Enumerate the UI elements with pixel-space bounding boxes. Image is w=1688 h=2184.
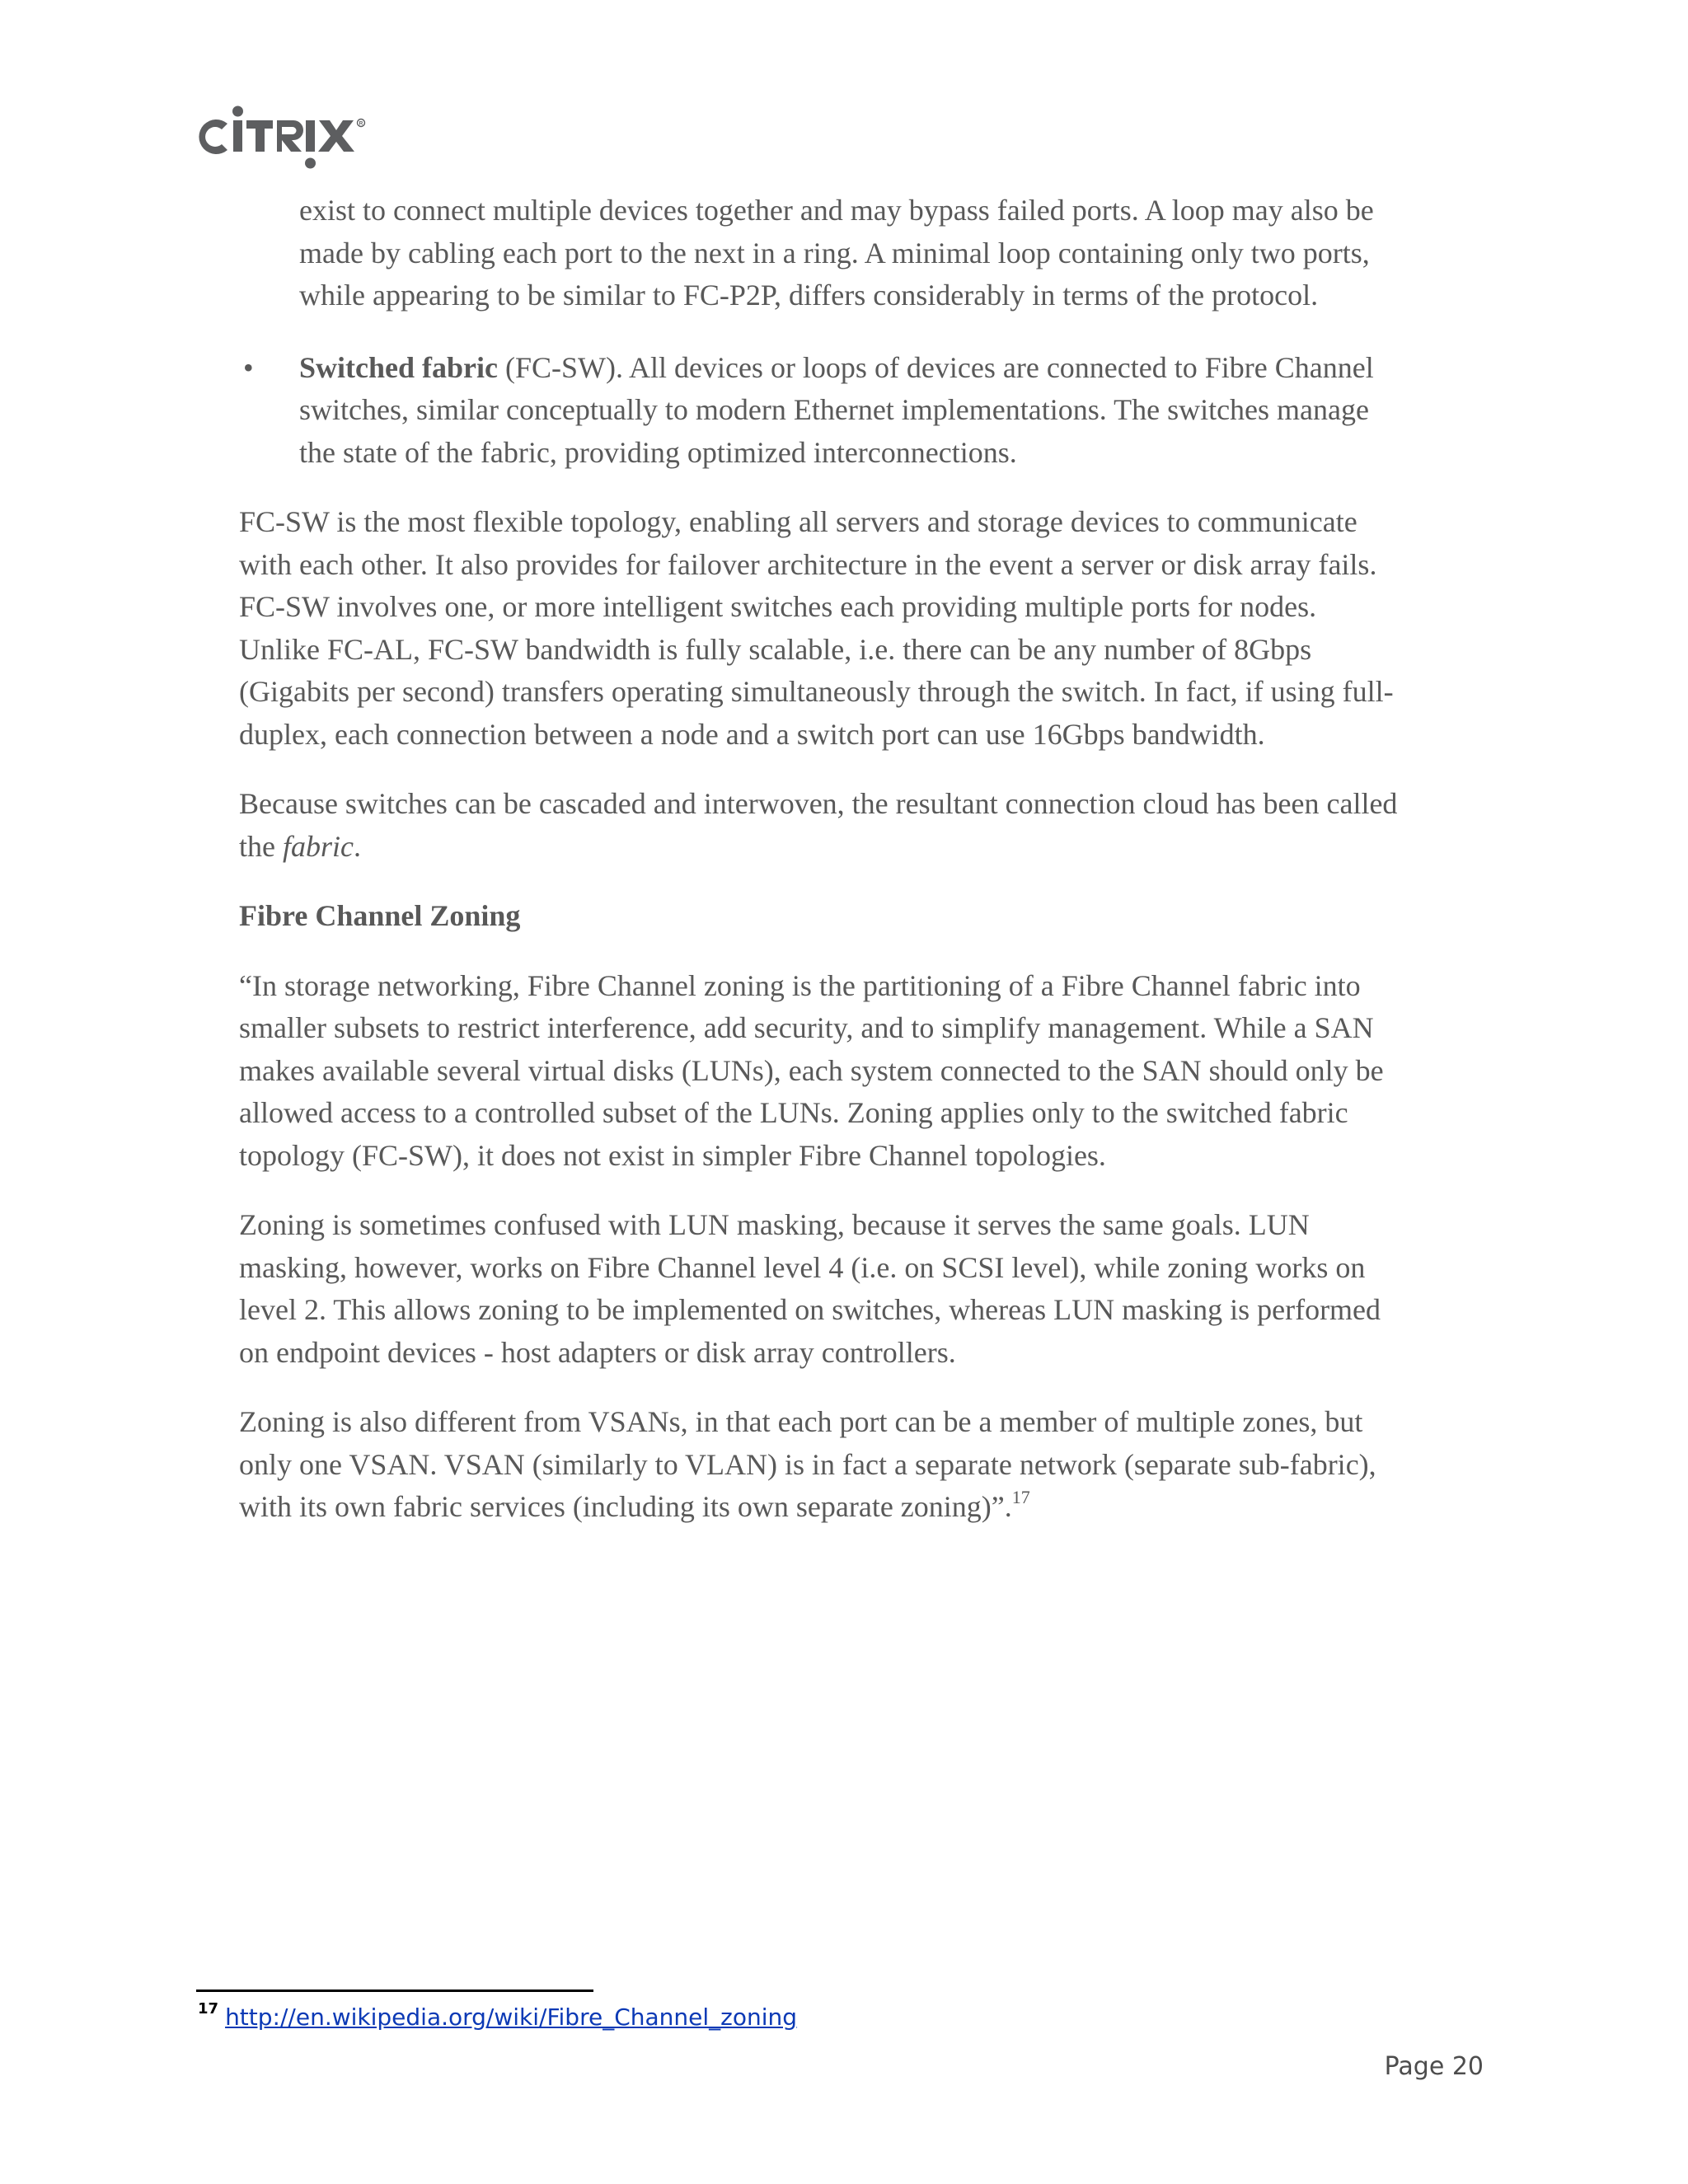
text-line: only one VSAN. VSAN (similarly to VLAN) is in fact a separate network (separate sub-fabric), bbox=[239, 1447, 1376, 1481]
page-body bbox=[239, 190, 1500, 1529]
text-line: the state of the fabric, providing optimized interconnections. bbox=[299, 435, 1017, 469]
paragraph-zoning-quote bbox=[239, 965, 1500, 1178]
citrix-logo-icon bbox=[195, 97, 384, 173]
text-span: the bbox=[239, 829, 283, 863]
text-line: while appearing to be similar to FC-P2P, differs considerably in terms of the protocol. bbox=[299, 279, 1319, 312]
text-line: Because switches can be cascaded and interwoven, the resultant connection cloud has been called bbox=[239, 787, 1398, 820]
text-line: made by cabling each port to the next in a ring. A minimal loop containing only two ports, bbox=[299, 236, 1370, 269]
text-line: exist to connect multiple devices together and may bypass failed ports. A loop may also be bbox=[299, 194, 1374, 227]
footnote-divider bbox=[196, 1990, 593, 1992]
page-number: Page 20 bbox=[1384, 2052, 1484, 2081]
text-line: Unlike FC-AL, FC-SW bandwidth is fully scalable, i.e. there can be any number of 8Gbps bbox=[239, 632, 1312, 666]
section-heading: Fibre Channel Zoning bbox=[239, 899, 521, 932]
text-line: switches, similar conceptually to modern Ethernet implementations. The switches manage bbox=[299, 393, 1369, 426]
paragraph-fabric bbox=[239, 783, 1500, 868]
bullet-term: Switched fabric bbox=[299, 350, 498, 384]
bullet-icon: • bbox=[243, 350, 254, 384]
bullet-text: (FC-SW). All devices or loops of devices are connected to Fibre Channel bbox=[497, 350, 1374, 384]
text-line: FC-SW involves one, or more intelligent switches each providing multiple ports for nodes. bbox=[239, 590, 1317, 623]
footnote-number: 17 bbox=[198, 2000, 219, 2018]
text-line: level 2. This allows zoning to be implemented on switches, whereas LUN masking is performed bbox=[239, 1293, 1381, 1326]
text-line: allowed access to a controlled subset of the LUNs. Zoning applies only to the switched fabric bbox=[239, 1096, 1348, 1129]
text-line bbox=[239, 826, 1500, 869]
text-line: (Gigabits per second) transfers operating simultaneously through the switch. In fact, if using full- bbox=[239, 675, 1394, 708]
footnote-reference[interactable]: 17 bbox=[1011, 1487, 1030, 1507]
text-line: duplex, each connection between a node and a switch port can use 16Gbps bandwidth. bbox=[239, 717, 1265, 751]
paragraph-lun-masking bbox=[239, 1204, 1500, 1374]
svg-text:R: R bbox=[359, 120, 363, 127]
text-line: with each other. It also provides for failover architecture in the event a server or disk array fails. bbox=[239, 547, 1377, 581]
text-line: smaller subsets to restrict interference, add security, and to simplify management. While a SAN bbox=[239, 1011, 1374, 1044]
text-span: . bbox=[353, 829, 361, 863]
text-line: on endpoint devices - host adapters or disk array controllers. bbox=[239, 1335, 956, 1369]
text-line bbox=[299, 347, 1500, 390]
paragraph-fc-sw bbox=[239, 501, 1500, 756]
text-line: FC-SW is the most flexible topology, enabling all servers and storage devices to communicate bbox=[239, 505, 1357, 538]
text-line: Zoning is also different from VSANs, in that each port can be a member of multiple zones, but bbox=[239, 1405, 1363, 1438]
text-line bbox=[239, 1486, 1500, 1529]
list-item-switched-fabric bbox=[243, 347, 1500, 475]
footnote-link[interactable]: http://en.wikipedia.org/wiki/Fibre_Channel_zoning bbox=[225, 2004, 798, 2031]
footnote bbox=[198, 1993, 797, 2034]
italic-term: fabric bbox=[282, 829, 354, 863]
text-line: “In storage networking, Fibre Channel zoning is the partitioning of a Fibre Channel fabric into bbox=[239, 968, 1361, 1002]
text-line: makes available several virtual disks (LUNs), each system connected to the SAN should only be bbox=[239, 1053, 1384, 1087]
citrix-logo bbox=[195, 97, 384, 173]
continued-list-item bbox=[299, 190, 1500, 317]
text-line: masking, however, works on Fibre Channel level 4 (i.e. on SCSI level), while zoning works on bbox=[239, 1250, 1366, 1284]
text-line: topology (FC-SW), it does not exist in simpler Fibre Channel topologies. bbox=[239, 1138, 1106, 1172]
paragraph-vsans bbox=[239, 1401, 1500, 1529]
text-line: Zoning is sometimes confused with LUN masking, because it serves the same goals. LUN bbox=[239, 1208, 1310, 1241]
text-span: with its own fabric services (including its own separate zoning)”. bbox=[239, 1490, 1012, 1523]
